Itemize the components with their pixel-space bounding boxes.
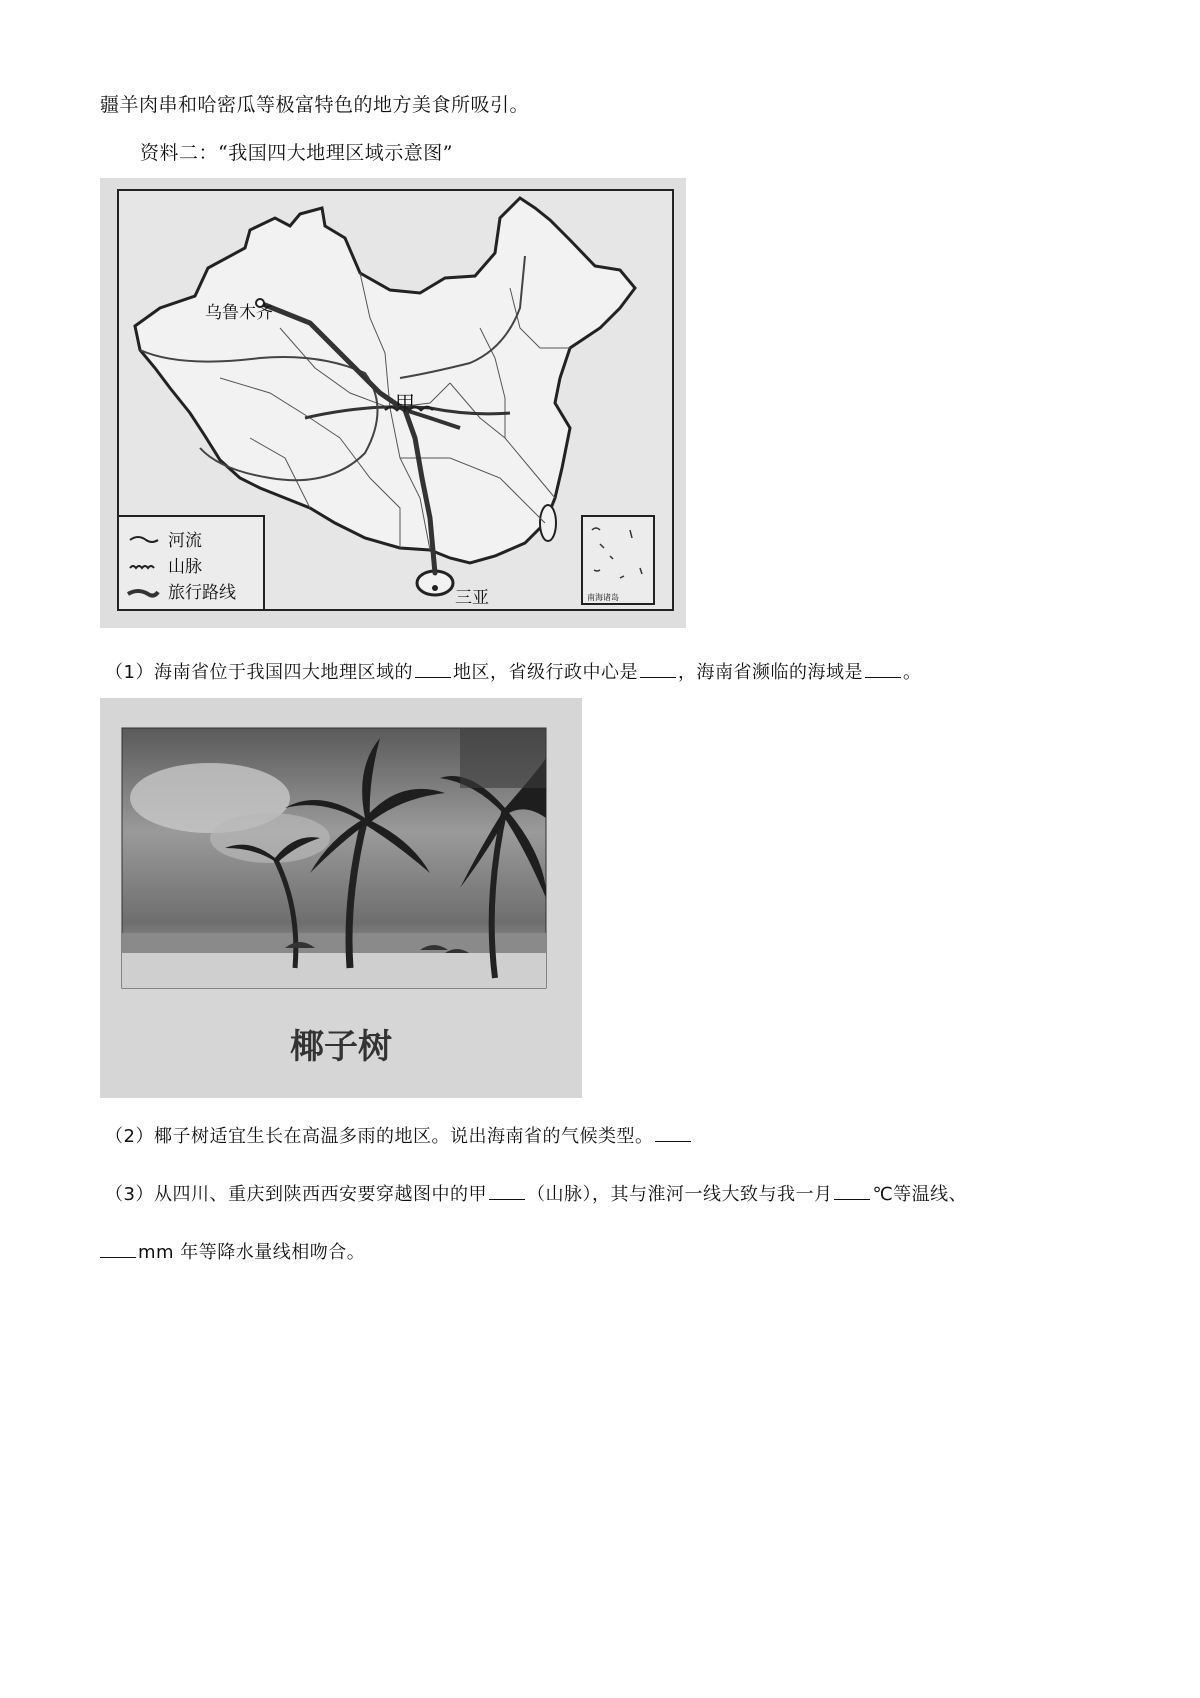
q1-text-part4: 。 (902, 662, 922, 683)
q1-text-part1: （1）海南省位于我国四大地理区域的 (105, 662, 413, 683)
q3-text-part3: ℃等温线、 (872, 1184, 968, 1205)
q3-text-part1: （3）从四川、重庆到陕西西安要穿越图中的甲 (105, 1184, 487, 1205)
q1-blank-region[interactable] (415, 659, 451, 678)
q1-text-part2: 地区，省级行政中心是 (452, 662, 638, 683)
q2-text: （2）椰子树适宜生长在高温多雨的地区。说出海南省的气候类型。 (105, 1126, 654, 1147)
coconut-tree-photo (100, 698, 582, 1098)
map-label-sanya: 三亚 (455, 588, 489, 608)
q3-blank-mountain[interactable] (489, 1181, 525, 1200)
q2-blank-climate[interactable] (655, 1123, 691, 1142)
question-3-line-2 (100, 1238, 365, 1264)
south-sea-islands-inset (582, 516, 654, 604)
question-3-line-1 (105, 1180, 967, 1206)
q3-blank-isotherm[interactable] (834, 1181, 870, 1200)
question-2 (105, 1122, 693, 1148)
map-legend (118, 516, 264, 610)
q1-blank-sea[interactable] (865, 659, 901, 678)
legend-label-mountain: 山脉 (168, 557, 202, 577)
q1-blank-capital[interactable] (640, 659, 676, 678)
map-label-south-sea-islands: 南海诸岛 (587, 593, 619, 602)
question-1 (105, 658, 921, 684)
q3-text-part4: mm 年等降水量线相吻合。 (138, 1242, 366, 1263)
map-label-urumqi: 乌鲁木齐 (205, 303, 273, 323)
q3-blank-precipitation[interactable] (100, 1239, 136, 1258)
legend-label-travel-route: 旅行路线 (168, 583, 236, 603)
material-two-caption: 资料二：“我国四大地理区域示意图” (140, 142, 453, 164)
intro-text-tail: 疆羊肉串和哈密瓜等极富特色的地方美食所吸引。 (100, 94, 530, 116)
q1-text-part3: ，海南省濒临的海域是 (677, 662, 863, 683)
map-label-jia: 甲 (395, 391, 415, 415)
legend-label-river: 河流 (168, 531, 202, 551)
photo-caption: 椰子树 (290, 1027, 392, 1067)
q3-text-part2: （山脉），其与淮河一线大致与我一月 (526, 1184, 833, 1205)
china-regions-map (100, 178, 686, 628)
